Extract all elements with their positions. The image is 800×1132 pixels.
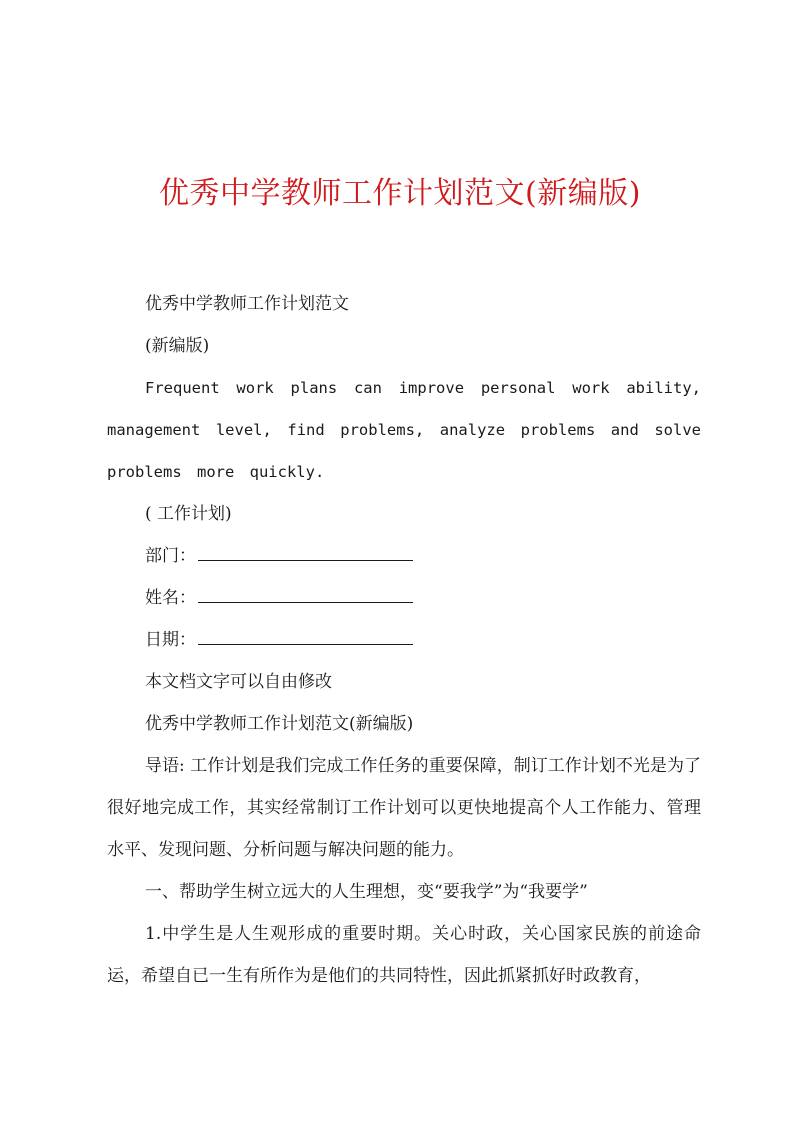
intro-paragraph: 导语: 工作计划是我们完成工作任务的重要保障，制订工作计划不光是为了很好地完成工作，其实经常制订工作计划可以更快地提高个人工作能力、管理水平、发现问题、分析问题与解决问题的能力。 (107, 756, 701, 860)
subtitle-line-2: (新编版) (145, 336, 210, 356)
category-label: ( 工作计划) (145, 504, 232, 524)
document-title: 优秀中学教师工作计划范文(新编版) (159, 176, 641, 211)
subtitle-line-1: 优秀中学教师工作计划范文 (145, 294, 349, 314)
section-1-heading: 一、帮助学生树立远大的人生理想，变“要我学”为“我要学” (145, 882, 588, 902)
section-1-paragraph-1: 1.中学生是人生观形成的重要时期。关心时政，关心国家民族的前途命运，希望自已一生有所作为是他们的共同特性，因此抓紧抓好时政教育， (107, 924, 701, 986)
field-date (107, 619, 701, 661)
field-name (107, 577, 701, 619)
repeat-title: 优秀中学教师工作计划范文(新编版) (145, 714, 414, 734)
field-name-label: 姓名： (145, 588, 196, 608)
editable-note: 本文档文字可以自由修改 (145, 672, 332, 692)
field-date-label: 日期： (145, 630, 196, 650)
english-paragraph: Frequent work plans can improve personal work ability, management level, find problems, analyze problems and solve problems more quickly. (107, 379, 701, 481)
document-body (107, 283, 701, 997)
field-name-blank (198, 588, 413, 603)
field-department-label: 部门： (145, 546, 196, 566)
field-department-blank (198, 546, 413, 561)
field-department (107, 535, 701, 577)
field-date-blank (198, 630, 413, 645)
